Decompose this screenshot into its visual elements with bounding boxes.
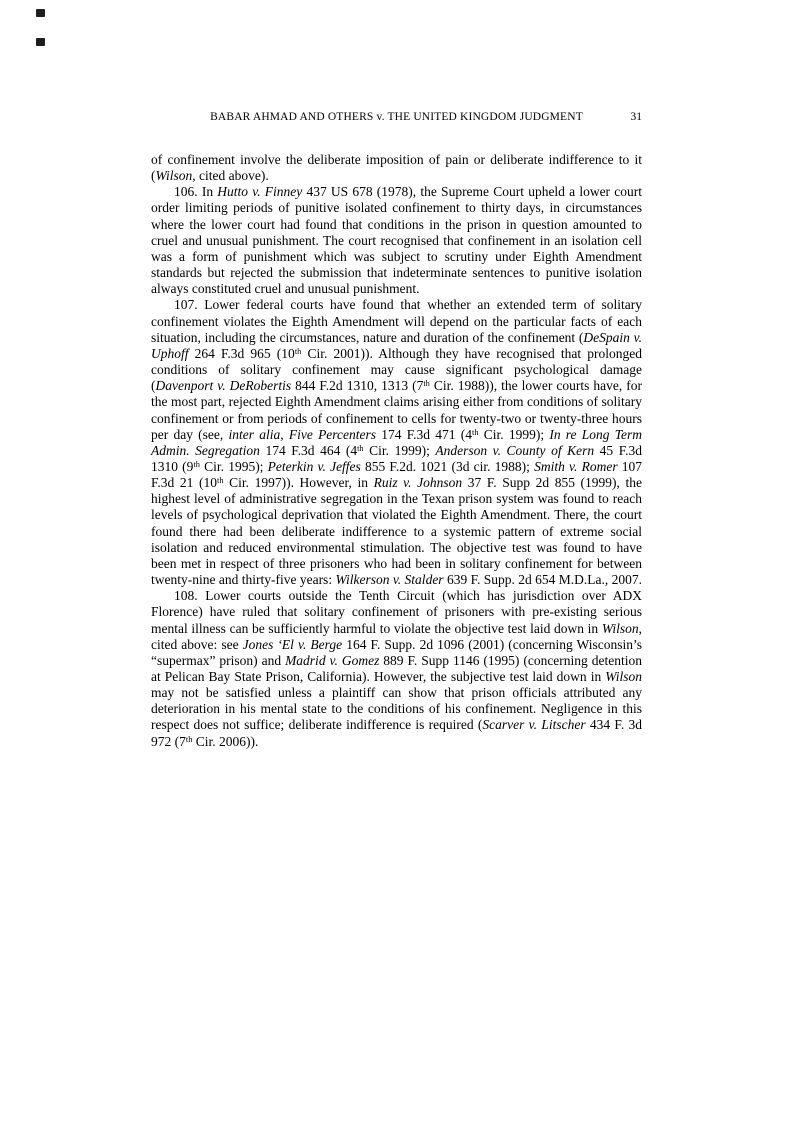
case-name: Five Percenters — [288, 426, 377, 442]
text-run: 164 F. Supp. 2d 1096 (2001) (concerning Wisconsin’s “supermax” prison) and — [151, 636, 642, 668]
case-name: Wilkerson v. Stalder — [335, 572, 444, 588]
text-run: Cir. 1997)). However, in — [223, 475, 374, 491]
case-name: Wilson — [601, 620, 639, 636]
paragraph — [151, 184, 642, 297]
text-run: may not be satisfied unless a plaintiff can show that prison officials attributed any deterioration in his mental state to the conditions of his confinement. Negligence in this respect does not suffice; deliberate indifference is required ( — [151, 685, 642, 733]
text-run: 108. Lower courts outside the Tenth Circuit (which has jurisdiction over ADX Florence) have ruled that solitary confinement of prisoners with pre-existing serious mental illness can be sufficiently harmful to violate the objective test laid down in — [151, 588, 642, 636]
text-run: Cir. 2001)). Although they have recognised that prolonged conditions of solitary confinement may cause significant psychological damage ( — [151, 345, 642, 394]
text-run: Cir. 1999); — [478, 426, 550, 442]
header-title: BABAR AHMAD AND OTHERS v. THE UNITED KINGDOM JUDGMENT — [210, 111, 583, 123]
text-run: Cir. 2006)). — [192, 733, 259, 749]
text-run: Cir. 1999); — [363, 442, 436, 458]
text-run: Cir. 1995); — [199, 458, 268, 474]
case-name: Wilson — [155, 168, 193, 184]
text-run: 855 F.2d. 1021 (3d cir. 1988); — [360, 458, 535, 474]
case-name: Peterkin v. Jeffes — [267, 458, 361, 474]
ordinal-superscript: th — [193, 460, 200, 470]
text-run: , — [280, 426, 289, 442]
text-run: 639 F. Supp. 2d 654 M.D.La., 2007. — [443, 572, 642, 588]
text-run: 889 F. Supp 1146 (1995) (concerning detention at Pelican Bay State Prison, California). However, the subjective test laid down in — [151, 652, 642, 684]
running-header — [151, 110, 642, 124]
case-name: In re Long Term Admin. Segregation — [151, 426, 643, 458]
text-run: 264 F.3d 965 (10 — [188, 345, 295, 361]
case-name: inter alia — [228, 426, 281, 442]
text-run: 434 F. 3d 972 (7 — [151, 717, 642, 749]
ordinal-superscript: th — [217, 476, 224, 486]
text-run: 174 F.3d 471 (4 — [376, 426, 472, 442]
case-name: Scarver v. Litscher — [482, 717, 586, 733]
ordinal-superscript: th — [423, 379, 430, 389]
ordinal-superscript: th — [357, 444, 364, 454]
text-run: 37 F. Supp 2d 855 (1999), the highest level of administrative segregation in the Texan prison system was found to reach levels of psychological deprivation that violated the Eighth Amendment. There, the court found there had been deliberate indifference to a systemic pattern of extreme social isolation and reduced environmental stimulation. The objective test was found to have been met in respect of three prisoners who had been in solitary confinement for between twenty-nine and thirty-five years: — [151, 475, 642, 588]
text-column — [151, 110, 642, 750]
case-name: Smith v. Romer — [534, 458, 618, 474]
document-body — [151, 152, 642, 750]
text-run: 107. Lower federal courts have found that whether an extended term of solitary confinement violates the Eighth Amendment will depend on the particular facts of each situation, including the circumstances, nature and duration of the confinement ( — [151, 297, 642, 345]
text-run: 844 F.2d 1310, 1313 (7 — [291, 378, 424, 394]
ordinal-superscript: th — [185, 734, 193, 744]
text-run: , cited above: see — [151, 620, 642, 652]
ordinal-superscript: th — [294, 347, 302, 357]
scan-artifact-mark — [36, 9, 45, 17]
case-name: Anderson v. County of Kern — [435, 442, 595, 458]
text-run: 107 F.3d 21 (10 — [151, 458, 643, 491]
case-name: Ruiz v. Johnson — [373, 475, 463, 491]
paragraph — [151, 588, 642, 750]
text-run: 437 US 678 (1978), the Supreme Court upheld a lower court order limiting periods of punitive isolated confinement to thirty days, in circumstances where the lower court had found that conditions in the prison in question amounted to cruel and unusual punishment. The court recognised that confinement in an isolation cell was a form of punishment which was subject to scrutiny under Eighth Amendment standards but rejected the submission that indeterminate sentences to punitive isolation always constituted cruel and unusual punishment. — [151, 184, 642, 297]
paragraph — [151, 152, 642, 184]
case-name: Davenport v. DeRobertis — [155, 378, 292, 394]
paragraph — [151, 297, 642, 588]
text-run: 45 F.3d 1310 (9 — [151, 442, 642, 474]
text-run: 174 F.3d 464 (4 — [259, 442, 358, 458]
text-run: 106. In — [174, 184, 218, 200]
scan-artifact-mark — [36, 38, 45, 46]
text-run: of confinement involve the deliberate imposition of pain or deliberate indifference to it ( — [151, 152, 642, 184]
case-name: DeSpain v. Uphoff — [151, 329, 642, 361]
page-number: 31 — [630, 111, 642, 123]
case-name: Hutto v. Finney — [217, 184, 303, 200]
text-run: , cited above). — [192, 168, 269, 184]
ordinal-superscript: th — [472, 427, 479, 437]
case-name: Madrid v. Gomez — [285, 652, 380, 668]
text-run: Cir. 1988)), the lower courts have, for the most part, rejected Eighth Amendment claims arising either from conditions of solitary confinement or from periods of confinement to cells for twenty-two or twenty-three hours per day (see, — [151, 378, 642, 442]
case-name: Jones ‘El v. Berge — [242, 636, 343, 652]
case-name: Wilson — [605, 669, 642, 684]
